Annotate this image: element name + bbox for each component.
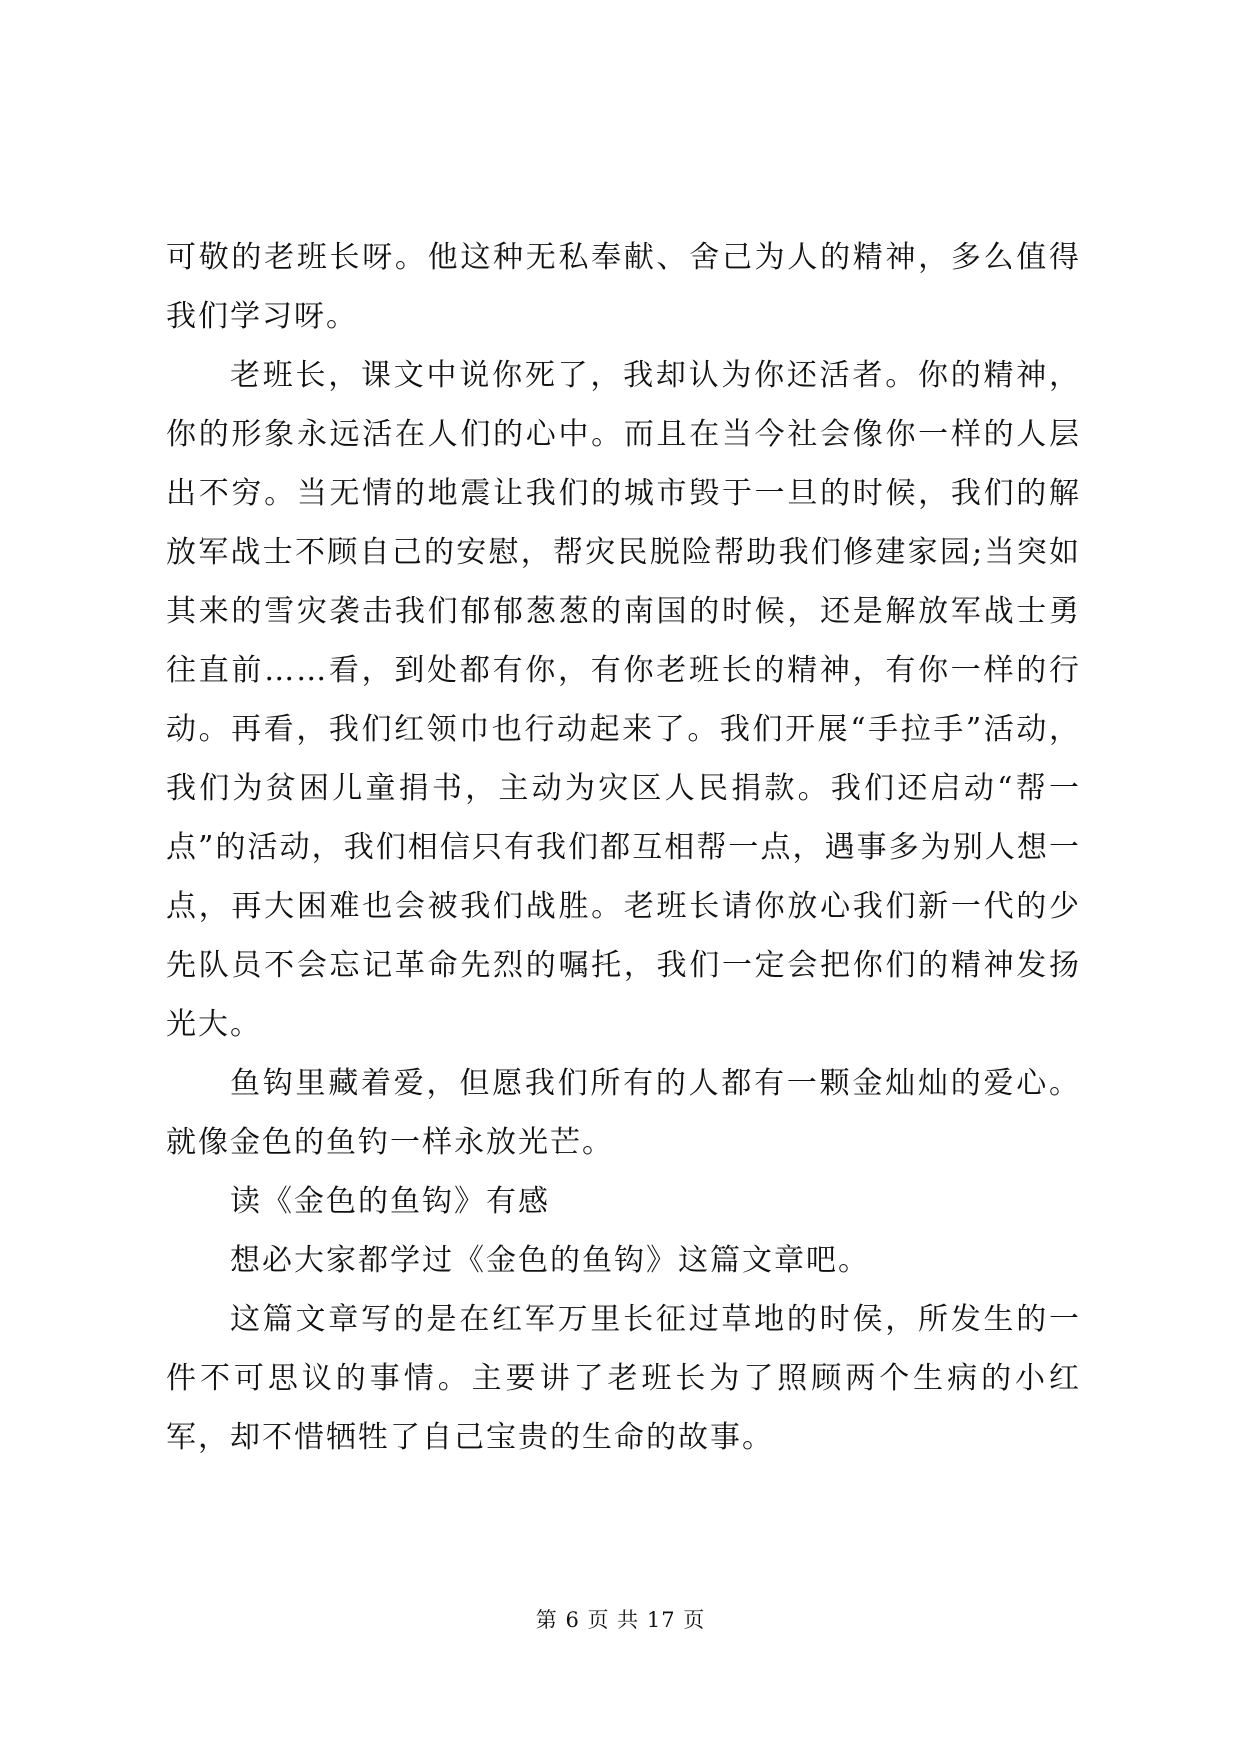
section-title: 读《金色的鱼钩》有感 [230, 1184, 550, 1219]
paragraph: 老班长，课文中说你死了，我却认为你还活者。你的精神，你的形象永远活在人们的心中。而且在当今社会像你一样的人层出不穷。当无情的地震让我们的城市毁于一旦的时候，我们的解放军战士不顾自己的安慰，帮灾民脱险帮助我们修建家园;当突如其来的雪灾袭击我们郁郁葱葱的南国的时候，还是解放军战士勇往直前……看，到处都有你，有你老班长的精神，有你一样的行动。再看，我们红领巾也行动起来了。我们开展“手拉手”活动，我们为贫困儿童捐书，主动为灾区人民捐款。我们还启动“帮一点”的活动，我们相信只有我们都互相帮一点，遇事多为别人想一点，再大困难也会被我们战胜。老班长请你放心我们新一代的少先队员不会忘记革命先烈的嘱托，我们一定会把你们的精神发扬光大。 [166, 358, 1081, 1042]
paragraph: 鱼钩里藏着爱，但愿我们所有的人都有一颗金灿灿的爱心。就像金色的鱼钓一样永放光芒。 [166, 1066, 1081, 1160]
paragraph: 想必大家都学过《金色的鱼钩》这篇文章吧。 [230, 1243, 870, 1278]
paragraph: 可敬的老班长呀。他这种无私奉献、舍己为人的精神，多么值得我们学习呀。 [166, 240, 1081, 334]
paragraph: 这篇文章写的是在红军万里长征过草地的时侯，所发生的一件不可思议的事情。主要讲了老班长为了照顾两个生病的小红军，却不惜牺牲了自己宝贵的生命的故事。 [166, 1302, 1081, 1455]
document-body [166, 228, 1081, 1467]
page-number: 第 6 页 共 17 页 [535, 1608, 706, 1632]
